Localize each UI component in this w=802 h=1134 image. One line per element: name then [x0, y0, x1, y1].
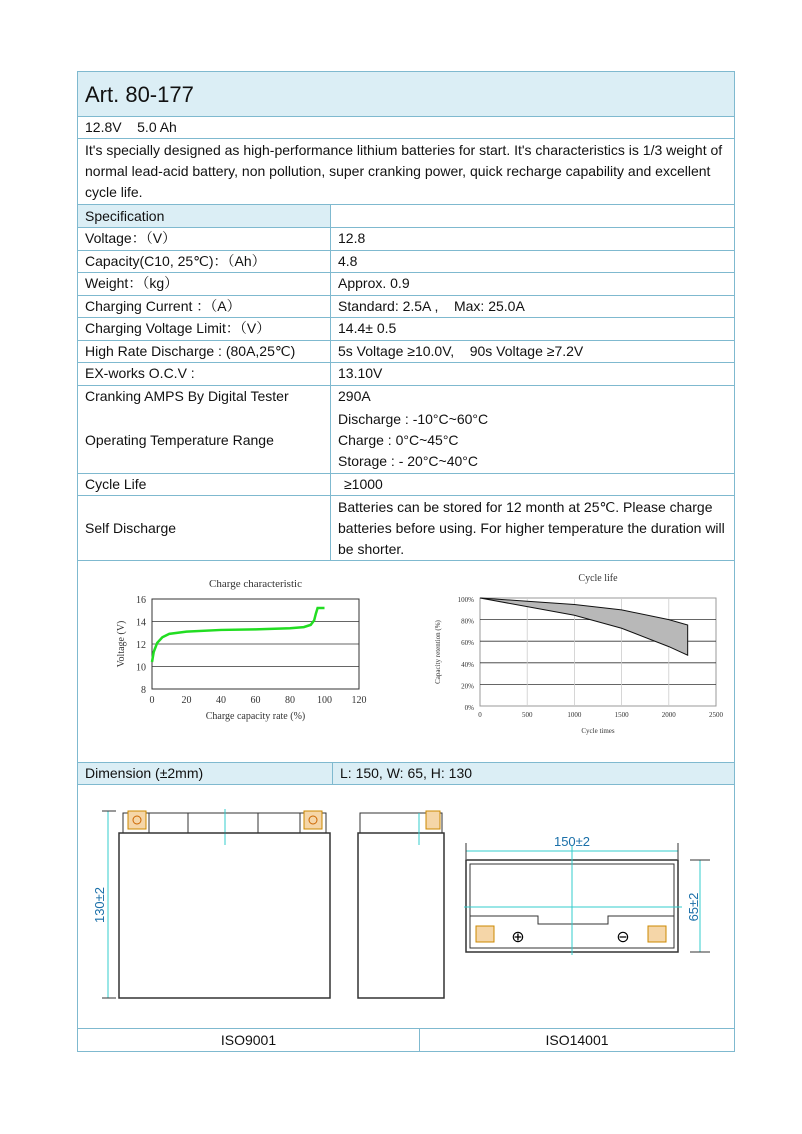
x-axis-label: Cycle times: [581, 727, 615, 735]
x-tick-label: 80: [285, 695, 295, 706]
y-tick-label: 40%: [461, 660, 474, 669]
x-axis-label: Charge capacity rate (%): [205, 711, 306, 722]
series-line: [152, 608, 325, 662]
x-tick-label: 0: [478, 711, 482, 719]
product-title: Art. 80-177: [85, 81, 194, 107]
spec-row: [78, 318, 734, 341]
y-tick-label: 16: [136, 595, 146, 606]
cycle-life-label: Cycle Life: [78, 474, 331, 495]
length-dimension-label: 150±2: [553, 834, 591, 849]
spec-value: 12.8: [338, 230, 366, 247]
minus-terminal-icon: ⊖: [616, 929, 630, 946]
spec-table: [78, 228, 734, 408]
x-tick-label: 2500: [709, 711, 723, 719]
spec-row: [78, 341, 734, 364]
y-axis-label: Capacity retention (%): [434, 620, 442, 684]
spec-header: Specification: [78, 205, 331, 227]
spec-label: Voltage：（V）: [78, 228, 331, 250]
product-description: It's specially designed as high-performance lithium batteries for start. It's characteristics is 1/3 weight of normal lead-acid battery, non pollution, super cranking power, quick recharge capability and excellent cycle life.: [85, 142, 723, 200]
self-discharge-row: [78, 496, 734, 561]
spec-row: [78, 363, 734, 386]
cycle-life-row: [78, 474, 734, 496]
spec-value: 13.10V: [338, 365, 383, 382]
spec-row: [78, 228, 734, 251]
subtitle-row: [78, 117, 734, 139]
height-dimension-label: 130±2: [92, 886, 107, 924]
product-subtitle: 12.8V 5.0 Ah: [85, 119, 177, 135]
cycle-life-chart: [426, 561, 726, 763]
spec-value: 5s Voltage ≥10.0V, 90s Voltage ≥7.2V: [338, 342, 584, 359]
spec-label: Charging Voltage Limit：（V）: [78, 318, 331, 340]
y-tick-label: 8: [141, 685, 146, 696]
spec-label: Cranking AMPS By Digital Tester: [78, 386, 331, 409]
spec-row: [78, 386, 734, 409]
self-discharge-label: Self Discharge: [78, 496, 331, 560]
charge-characteristic-chart: [98, 561, 398, 763]
x-tick-label: 60: [250, 695, 261, 706]
y-tick-label: 100%: [457, 596, 474, 604]
x-tick-label: 120: [351, 695, 367, 706]
description-row: [78, 139, 734, 205]
spec-label: High Rate Discharge : (80A,25℃): [78, 341, 331, 363]
spec-label: Capacity(C10, 25℃)：（Ah）: [78, 251, 331, 273]
x-tick-label: 100: [317, 695, 332, 706]
x-tick-label: 1000: [567, 711, 582, 719]
cert-iso9001: ISO9001: [78, 1029, 420, 1051]
top-view: [464, 843, 710, 955]
spec-value: Approx. 0.9: [338, 275, 410, 292]
y-tick-label: 60%: [461, 639, 474, 648]
cycle-life-value: ≥1000: [344, 476, 383, 492]
x-tick-label: 40: [216, 695, 226, 706]
operating-temp-charge: Charge : 0°C~45°C: [338, 432, 459, 448]
front-view: [102, 809, 330, 998]
spec-value: 4.8: [338, 252, 358, 269]
y-tick-label: 10: [136, 662, 146, 674]
y-tick-label: 12: [136, 640, 146, 651]
spec-value: 14.4± 0.5: [338, 320, 397, 337]
spec-row: [78, 273, 734, 296]
y-tick-label: 20%: [461, 682, 474, 691]
x-tick-label: 1500: [614, 711, 629, 719]
spec-label: Weight：（kg）: [78, 273, 331, 295]
dimension-row: [78, 763, 734, 785]
self-discharge-value: Batteries can be stored for 12 month at 25℃. Please charge batteries before using. For higher temperature the duration will be shorter.: [338, 498, 725, 557]
plus-terminal-icon: ⊕: [511, 929, 525, 946]
retention-band: [480, 598, 688, 655]
y-tick-label: 0%: [464, 704, 474, 712]
spec-label: EX-works O.C.V :: [78, 363, 331, 385]
x-tick-label: 2000: [661, 711, 676, 719]
operating-temp-discharge: Discharge : -10°C~60°C: [338, 411, 489, 427]
certification-row: [78, 1029, 734, 1051]
width-dimension-label: 65±2: [686, 892, 701, 922]
y-tick-label: 14: [136, 617, 146, 629]
operating-temp-label: Operating Temperature Range: [78, 408, 331, 473]
spec-sheet: [77, 71, 735, 1052]
y-axis-label: Voltage (V): [116, 620, 127, 668]
spec-row: [78, 296, 734, 319]
spec-label: Charging Current ：（A）: [78, 296, 331, 318]
chart-title: Charge characteristic: [209, 578, 302, 590]
spec-value: 290A: [338, 388, 371, 405]
chart-title: Cycle life: [578, 573, 618, 584]
dimension-value: L: 150, W: 65, H: 130: [333, 763, 734, 784]
spec-header-row: [78, 205, 734, 228]
cert-iso14001: ISO14001: [545, 1031, 609, 1048]
dimension-label: Dimension (±2mm): [78, 763, 333, 784]
x-tick-label: 500: [521, 711, 533, 719]
charts-row: [78, 561, 734, 763]
spec-row: [78, 251, 734, 274]
side-view: [358, 811, 444, 998]
y-tick-label: 80%: [461, 617, 474, 626]
title-row: [78, 72, 734, 117]
dimension-drawings-row: [78, 785, 734, 1029]
operating-temp-storage: Storage : - 20°C~40°C: [338, 453, 478, 469]
spec-value: Standard: 2.5A , Max: 25.0A: [338, 297, 525, 314]
operating-temp-row: [78, 408, 734, 474]
dimension-drawing: [78, 785, 736, 1029]
x-tick-label: 20: [181, 695, 192, 706]
x-tick-label: 0: [149, 695, 155, 706]
